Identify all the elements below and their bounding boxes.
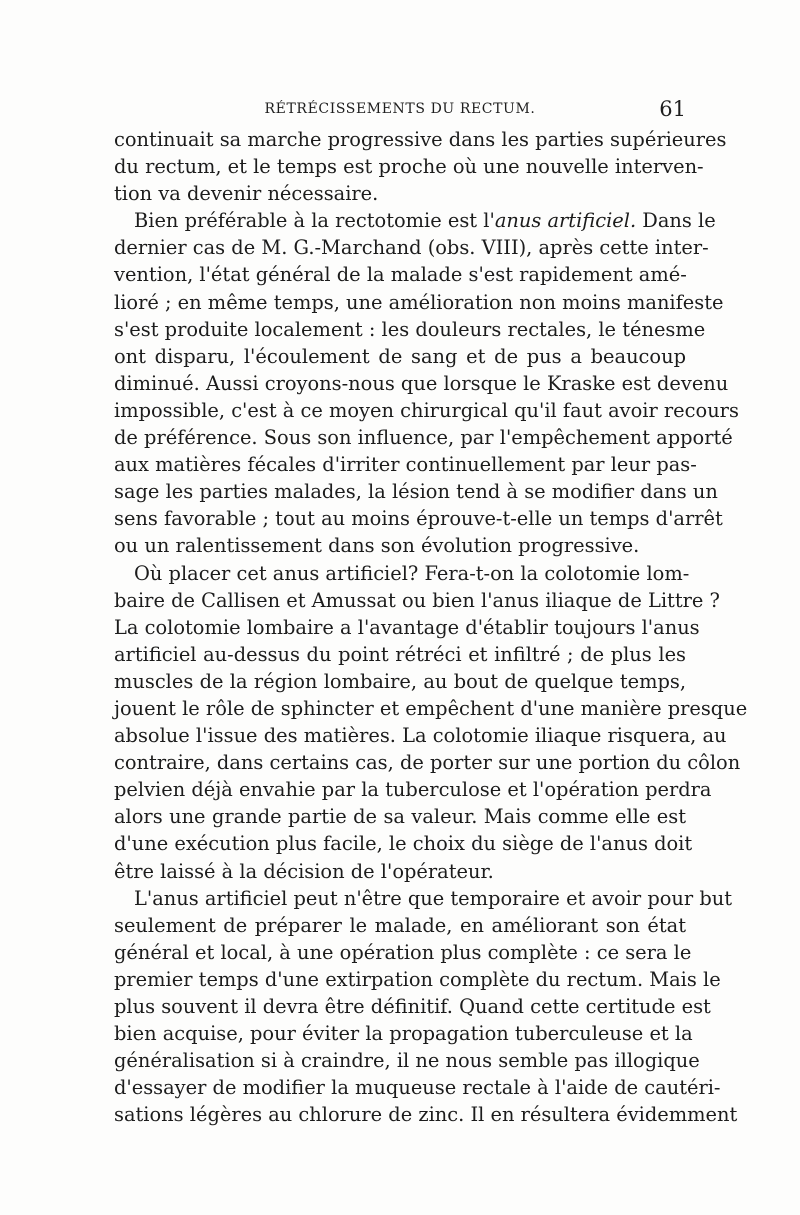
text-line: être laissé à la décision de l'opérateur.: [114, 859, 494, 883]
text-line: s'est produite localement : les douleurs rectales, le ténesme: [114, 317, 706, 341]
text-line: généralisation si à craindre, il ne nous semble pas illogique: [114, 1049, 700, 1073]
text-line: pelvien déjà envahie par la tuberculose et l'opération perdra: [114, 778, 712, 802]
text-line: [114, 207, 716, 234]
body-text: [114, 126, 748, 1128]
text-line: artificiel au-dessus du point rétréci et infiltré ; de plus les: [114, 642, 686, 666]
text-line: contraire, dans certains cas, de porter sur une portion du côlon: [114, 751, 741, 775]
text-line: sage les parties malades, la lésion tend à se modifier dans un: [114, 480, 718, 504]
text-line: jouent le rôle de sphincter et empêchent d'une manière presque: [114, 696, 748, 720]
text-segment: Bien préférable à la rectotomie est l': [134, 209, 495, 233]
text-line: de préférence. Sous son influence, par l'empêchement apporté: [114, 426, 733, 450]
text-line: plus souvent il devra être définitif. Quand cette certitude est: [114, 995, 711, 1018]
text-line: baire de Callisen et Amussat ou bien l'anus iliaque de Littre ?: [114, 588, 720, 612]
running-title: RÉTRÉCISSEMENTS DU RECTUM.: [264, 101, 536, 117]
text-line: ou un ralentissement dans son évolution progressive.: [114, 534, 640, 558]
text-line: L'anus artificiel peut n'être que temporaire et avoir pour but: [134, 886, 733, 910]
text-line: général et local, à une opération plus complète : ce sera le: [114, 940, 692, 964]
text-line: d'essayer de modifier la muqueuse rectale à l'aide de cautéri-: [114, 1076, 721, 1100]
text-line: ont disparu, l'écoulement de sang et de pus a beaucoup: [114, 344, 686, 368]
page-number: 61: [659, 97, 686, 121]
text-line: alors une grande partie de sa valeur. Mais comme elle est: [114, 805, 686, 829]
italic-term: anus artificiel.: [494, 209, 637, 233]
text-line: La colotomie lombaire a l'avantage d'établir toujours l'anus: [114, 615, 700, 639]
text-line: muscles de la région lombaire, au bout de quelque temps,: [114, 669, 686, 693]
text-segment: Dans le: [636, 209, 716, 233]
text-line: bien acquise, pour éviter la propagation tuberculeuse et la: [114, 1022, 693, 1046]
text-line: diminué. Aussi croyons-nous que lorsque le Kraske est devenu: [114, 371, 729, 395]
text-line: sations légères au chlorure de zinc. Il en résultera évidemment: [114, 1103, 738, 1127]
text-line: sens favorable ; tout au moins éprouve-t-elle un temps d'arrêt: [114, 507, 723, 531]
text-line: premier temps d'une extirpation complète du rectum. Mais le: [114, 967, 721, 991]
text-line: seulement de préparer le malade, en améliorant son état: [114, 913, 686, 937]
text-line: Où placer cet anus artificiel? Fera-t-on la colotomie lom-: [134, 561, 690, 585]
text-line: lioré ; en même temps, une amélioration non moins manifeste: [114, 290, 724, 314]
text-line: d'une exécution plus facile, le choix du siège de l'anus doit: [114, 832, 693, 856]
text-line: aux matières fécales d'irriter continuellement par leur pas-: [114, 453, 697, 477]
text-line: tion va devenir nécessaire.: [114, 182, 379, 206]
text-line: dernier cas de M. G.-Marchand (obs. VIII), après cette inter-: [114, 236, 709, 260]
text-line: impossible, c'est à ce moyen chirurgical qu'il faut avoir recours: [114, 398, 739, 422]
text-line: absolue l'issue des matières. La colotomie iliaque risquera, au: [114, 724, 727, 748]
text-line: vention, l'état général de la malade s'est rapidement amé-: [114, 263, 687, 287]
text-line: du rectum, et le temps est proche où une nouvelle interven-: [114, 155, 704, 179]
text-line: continuait sa marche progressive dans les parties supérieures: [114, 128, 727, 151]
running-header: [114, 97, 686, 123]
